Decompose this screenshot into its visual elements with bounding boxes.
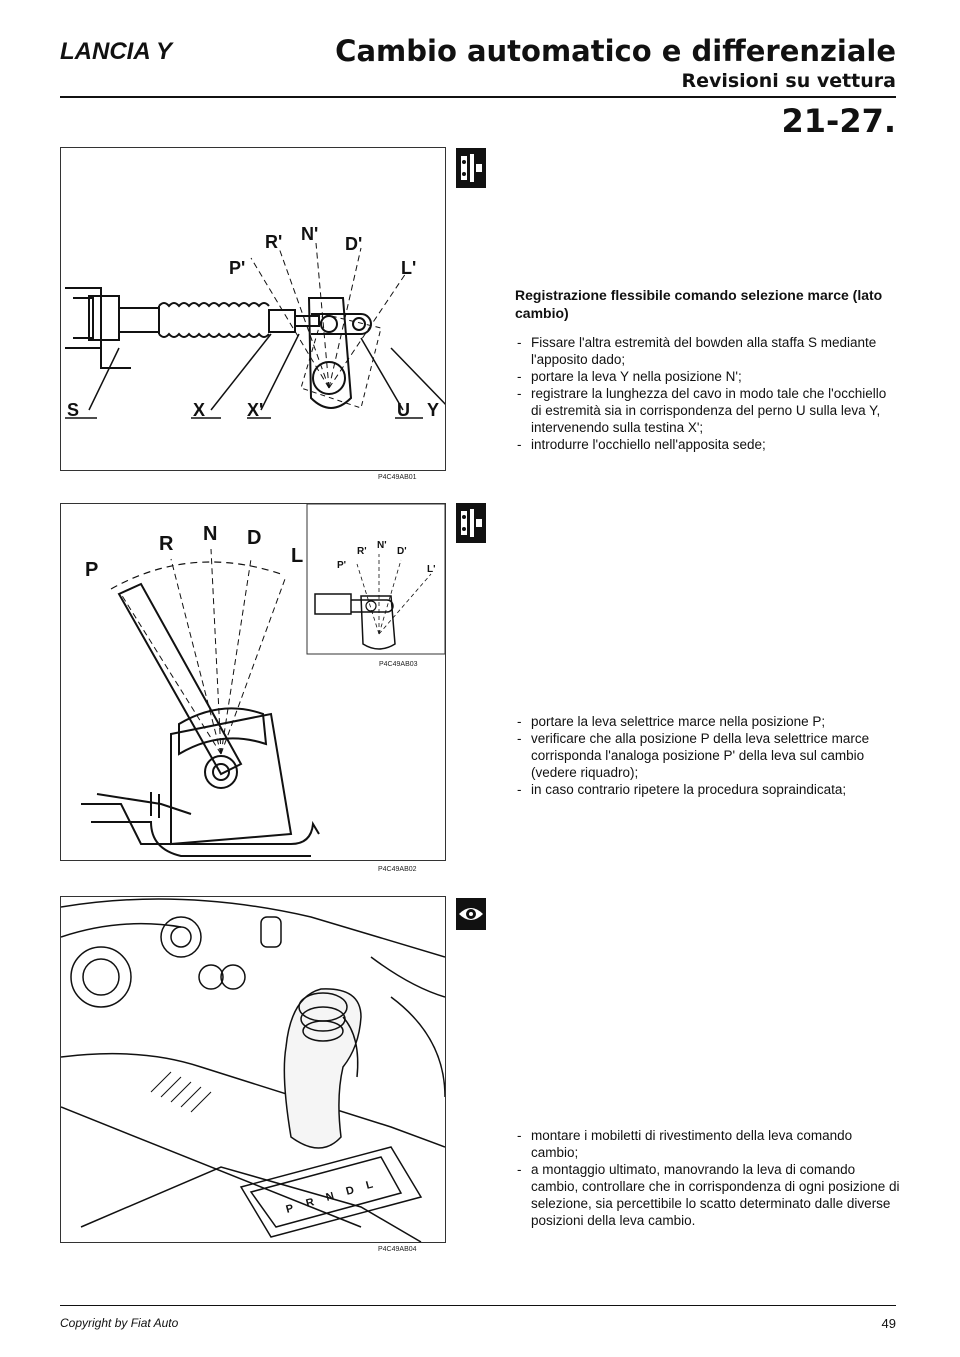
copyright-notice: Copyright by Fiat Auto (60, 1316, 179, 1330)
step-list (515, 1127, 900, 1229)
inspect-eye-icon (456, 898, 486, 930)
figure-selector-lever-drawing (61, 504, 445, 860)
step-list (515, 713, 900, 798)
fig1-label-n: N' (301, 224, 319, 244)
fig1-label-r: R' (265, 232, 283, 252)
figure-caption: P4C49AB04 (378, 1246, 417, 1253)
section-position-check (515, 713, 900, 798)
fig1-label-l: L' (401, 258, 417, 278)
fig2-label-p: P (85, 559, 99, 581)
footer-rule (60, 1305, 896, 1306)
inset-label-n: N' (377, 540, 387, 551)
figure-selector-lever (60, 503, 446, 861)
adjust-icon (456, 148, 486, 188)
step-item: - Fissare l'altra estremità del bowden alla staffa S mediante l'apposito dado; (515, 334, 900, 368)
step-list (515, 334, 900, 453)
fig1-label-s: S (67, 400, 80, 420)
shifter-label-d: D (344, 1184, 356, 1198)
figure-caption: P4C49AB02 (378, 866, 417, 873)
step-item: - registrare la lunghezza del cavo in modo tale che l'occhiello di estremità sia in corrispondenza del perno U sulla leva Y, intervenendo sulla testina X'; (515, 385, 900, 436)
step-item: - introdurre l'occhiello nell'apposita sede; (515, 436, 900, 453)
figure-shifter-cabin-drawing (61, 897, 445, 1242)
document-title: Cambio automatico e differenziale (335, 34, 896, 68)
document-subtitle: Revisioni su vettura (681, 70, 896, 92)
fig2-label-l: L (291, 545, 304, 567)
shifter-label-n: N (324, 1190, 336, 1204)
brand-name: LANCIA Y (60, 38, 173, 65)
inset-label-r: R' (357, 546, 367, 557)
step-item: - a montaggio ultimato, manovrando la leva di comando cambio, controllare che in corrispondenza di ogni posizione di selezione, sia percettibile lo scatto determinato dalle diverse posizioni della leva cambio. (515, 1161, 900, 1229)
fig2-label-r: R (159, 533, 174, 555)
figure-shifter-cabin (60, 896, 446, 1243)
inset-label-p: P' (337, 560, 347, 571)
inset-label-l: L' (427, 564, 436, 575)
shifter-label-p: P (284, 1202, 295, 1216)
fig1-label-x: X (193, 400, 206, 420)
adjust-icon (456, 148, 486, 188)
page-code: 21-27. (781, 102, 896, 140)
page-number: 49 (881, 1316, 896, 1331)
section-heading: Registrazione flessibile comando selezione marce (lato cambio) (515, 287, 883, 321)
figure-caption: P4C49AB01 (378, 474, 417, 481)
step-item: - portare la leva selettrice marce nella posizione P; (515, 713, 900, 730)
inset-label-d: D' (397, 546, 407, 557)
inspect-eye-icon (456, 898, 486, 930)
fig1-label-p: P' (229, 258, 246, 278)
figure-cable-gearbox (60, 147, 446, 471)
shifter-label-r: R (304, 1196, 316, 1210)
step-item: - montare i mobiletti di rivestimento della leva comando cambio; (515, 1127, 900, 1161)
fig1-label-d: D' (345, 234, 363, 254)
fig2-label-n: N (203, 523, 218, 545)
step-item: - portare la leva Y nella posizione N'; (515, 368, 900, 385)
fig2-label-d: D (247, 527, 262, 549)
step-item: - in caso contrario ripetere la procedura sopraindicata; (515, 781, 900, 798)
adjust-icon (456, 503, 486, 543)
shifter-label-l: L (364, 1178, 375, 1192)
section-final-assembly (515, 1127, 900, 1229)
fig1-label-x1: X' (247, 400, 264, 420)
figure-cable-gearbox-drawing (61, 148, 445, 470)
adjust-icon (456, 503, 486, 543)
fig1-label-u: U (397, 400, 410, 420)
inset-caption: P4C49AB03 (379, 661, 418, 668)
fig1-label-y: Y (427, 400, 440, 420)
section-cable-adjustment (515, 286, 900, 453)
step-item: - verificare che alla posizione P della leva selettrice marce corrisponda l'analoga posizione P' della leva sul cambio (vedere riquadro); (515, 730, 900, 781)
header-rule (60, 96, 896, 98)
